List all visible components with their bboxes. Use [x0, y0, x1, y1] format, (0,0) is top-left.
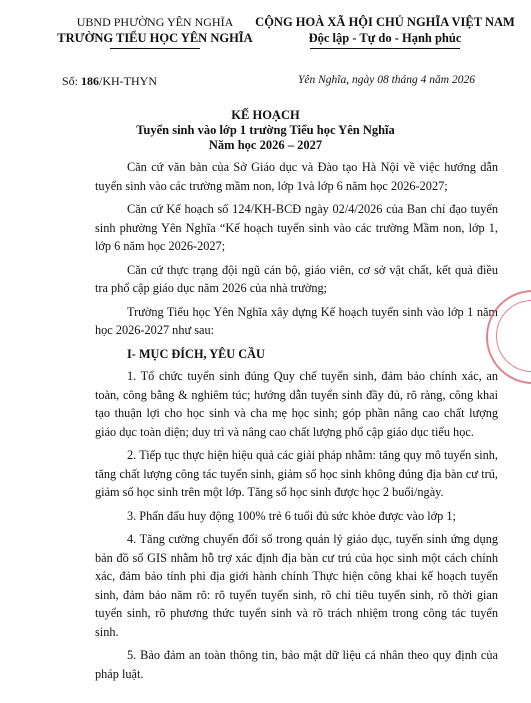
- title-line-1: KẾ HOẠCH: [231, 108, 300, 122]
- basis-paragraph-2: Căn cứ Kế hoạch số 124/KH-BCĐ ngày 02/4/2026 của Ban chỉ đạo tuyển sinh phường Yên Nghĩa “Kế hoạch tuyển sinh vào các trường Mầm non, lớp 1, lớp 6 năm học 2026-2027;: [95, 202, 498, 253]
- basis-paragraph-3: Căn cứ thực trạng đội ngũ cán bộ, giáo viên, cơ sở vật chất, kết quả điều tra phổ cập giáo dục năm 2026 của nhà trường;: [95, 262, 498, 295]
- issuer-block: [40, 14, 270, 49]
- nation-title: CỘNG HOÀ XÃ HỘI CHỦ NGHĨA VIỆT NAM: [255, 15, 515, 29]
- list-item-2: 2. Tiếp tục thực hiện hiệu quả các giải pháp nhằm: tăng quy mô tuyển sinh, tăng chất lượng công tác tuyển sinh, giảm số học sinh không đúng địa bàn cư trú, giảm số học sinh trên một lớp. Tăng số học sinh được học 2 buổi/ngày.: [95, 448, 498, 499]
- date-line: Yên Nghĩa, ngày 08 tháng 4 năm 2026: [298, 74, 475, 86]
- national-motto: Độc lập - Tự do - Hạnh phúc: [308, 31, 462, 45]
- doc-number-value: 186: [81, 74, 100, 88]
- list-item-3: 3. Phấn đấu huy động 100% trẻ 6 tuổi đủ sức khỏe được vào lớp 1;: [127, 508, 456, 523]
- motto-underline: [310, 48, 460, 49]
- list-item-4: 4. Tăng cường chuyển đổi số trong quản lý giáo dục, tuyển sinh ứng dụng bản đồ số GIS nhằm hỗ trợ xác định địa bàn cư trú của học sinh một cách chính xác, đảm bảo tính phi địa giới hành chính Thực hiện công khai kế hoạch tuyển sinh, đảm bảo năm rõ: rõ tuyển tuyển sinh, rõ chỉ tiêu tuyển sinh, rõ thời gian tuyển sinh, rõ phương thức tuyển sinh và rõ trách nhiệm trong công tác tuyển sinh.: [95, 532, 498, 639]
- section-heading: I- MỤC ĐÍCH, YÊU CẦU: [127, 346, 265, 361]
- title-line-2: Tuyển sinh vào lớp 1 trường Tiểu học Yên Nghĩa: [136, 123, 395, 137]
- document-number: [62, 74, 157, 89]
- doc-number-suffix: /KH-THYN: [99, 74, 158, 88]
- title-line-3: Năm học 2026 – 2027: [208, 138, 323, 152]
- doc-number-prefix: Số:: [62, 74, 82, 88]
- intro-paragraph: Trường Tiểu học Yên Nghĩa xây dựng Kế hoạch tuyển sinh vào lớp 1 năm học 2026-2027 như sau:: [95, 304, 498, 337]
- seal-inner-ring: [496, 300, 531, 372]
- national-header: [250, 14, 520, 49]
- agency-name: UBND PHƯỜNG YÊN NGHĨA: [76, 15, 234, 29]
- list-item-5: 5. Bảo đảm an toàn thông tin, bảo mật dữ liệu cá nhân theo quy định của pháp luật.: [95, 648, 498, 681]
- document-title: [0, 108, 531, 153]
- basis-paragraph-1: Căn cứ văn bản của Sở Giáo dục và Đào tạo Hà Nội về việc hướng dẫn tuyển sinh vào các trường mầm non, lớp 1và lớp 6 năm học 2026-2027;: [95, 160, 498, 193]
- school-name: TRƯỜNG TIỂU HỌC YÊN NGHĨA: [57, 31, 253, 45]
- list-item-1: 1. Tổ chức tuyển sinh đúng Quy chế tuyển sinh, đảm bảo chính xác, an toàn, công bằng & nghiêm túc; hướng dẫn tuyển sinh đầy đủ, rõ ràng, công khai tạo thuận lợi cho học sinh và cha mẹ học sinh; góp phần nâng cao chất lượng giáo dục toàn diện; duy trì và nâng cao chất lượng phổ cập giáo dục tiểu học.: [95, 369, 498, 439]
- issuer-underline: [110, 48, 200, 49]
- document-body: [95, 158, 498, 688]
